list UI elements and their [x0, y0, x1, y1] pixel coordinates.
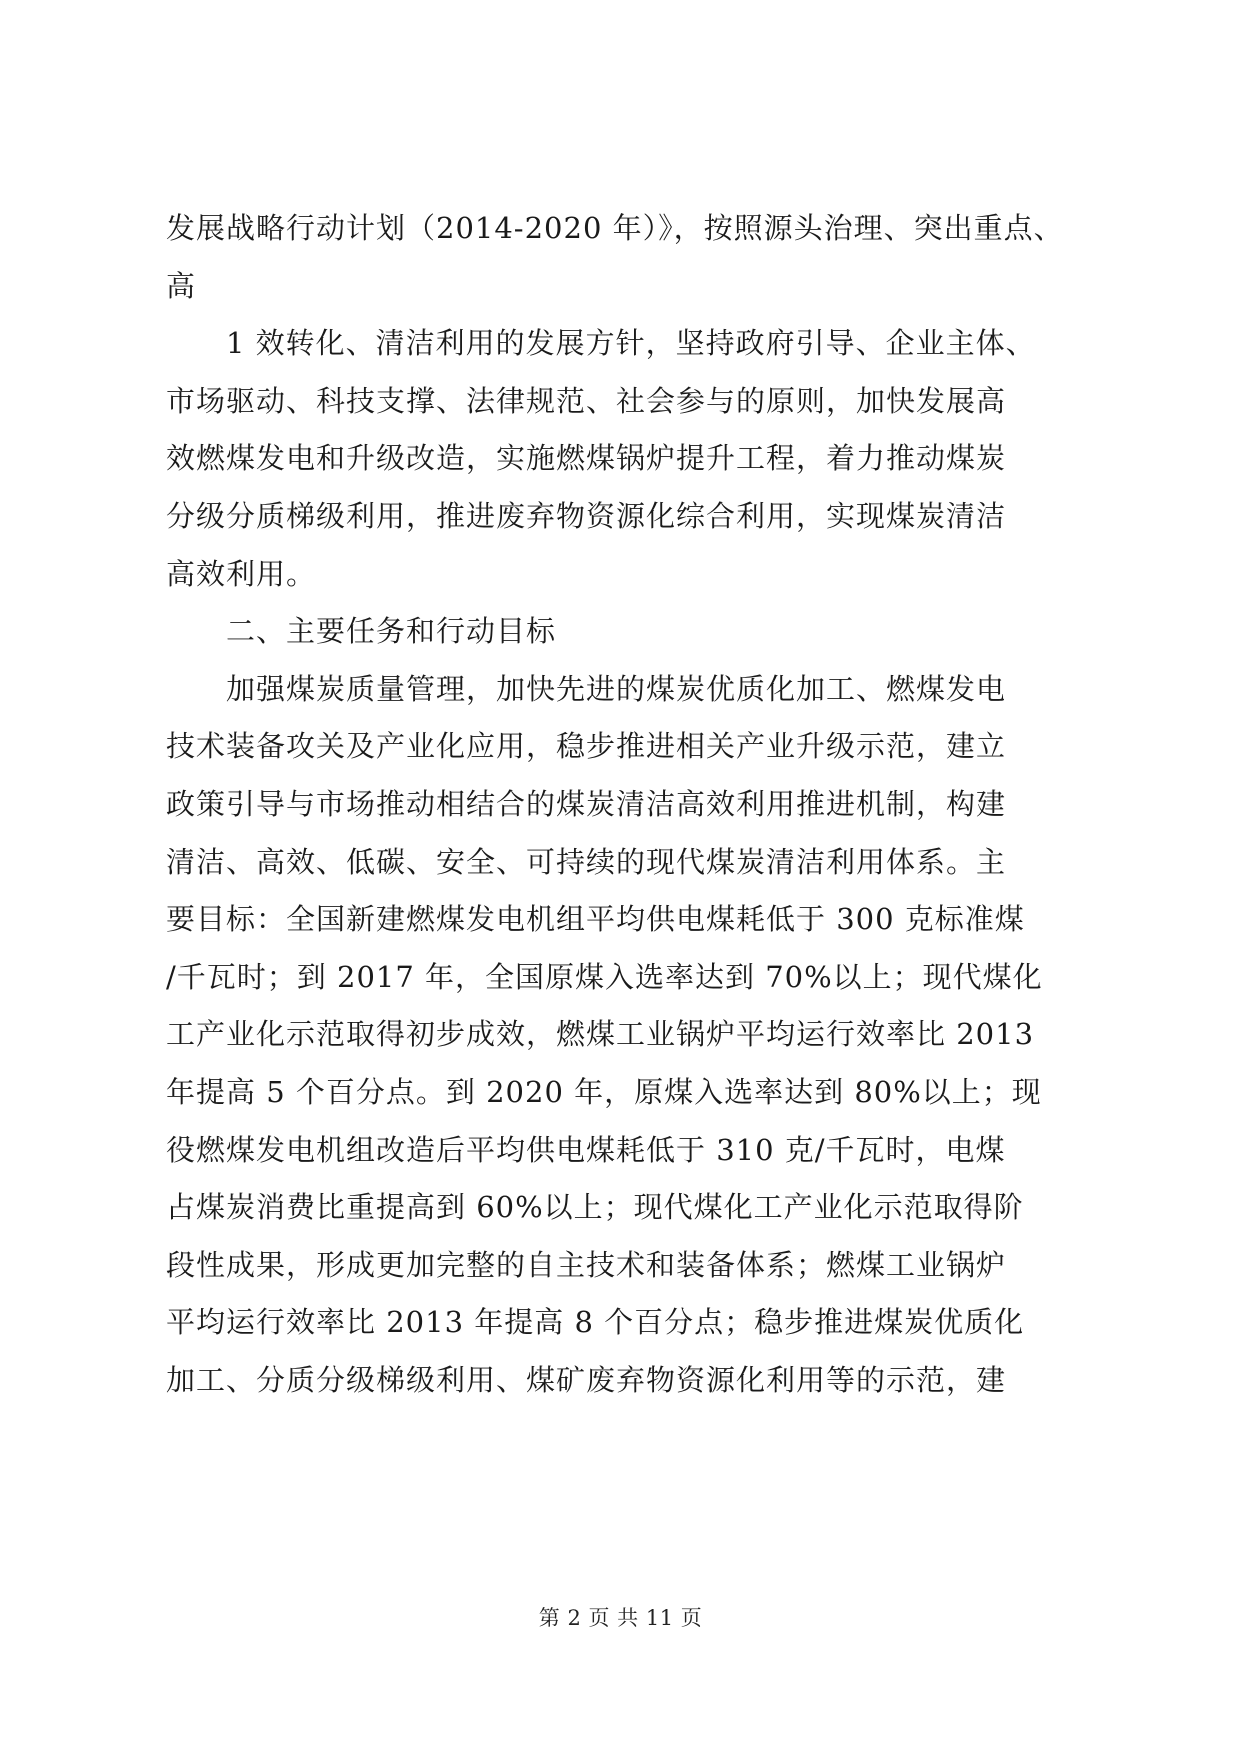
text-line: 加工、分质分级梯级利用、煤矿废弃物资源化利用等的示范，建: [166, 1362, 1007, 1397]
page-footer: 第 2 页 共 11 页: [538, 1606, 703, 1630]
text-line: 要目标：全国新建燃煤发电机组平均供电煤耗低于 300 克标准煤: [166, 902, 1025, 937]
text-line: 高效利用。: [166, 556, 317, 591]
text-line: 占煤炭消费比重提高到 60%以上；现代煤化工产业化示范取得阶: [166, 1190, 1024, 1225]
text-line: 技术装备攻关及产业化应用，稳步推进相关产业升级示范，建立: [166, 729, 1007, 764]
text-line: 效燃煤发电和升级改造，实施燃煤锅炉提升工程，着力推动煤炭: [166, 441, 1007, 476]
text-line: 加强煤炭质量管理，加快先进的煤炭优质化加工、燃煤发电: [226, 671, 1007, 706]
text-line: 分级分质梯级利用，推进废弃物资源化综合利用，实现煤炭清洁: [166, 498, 1007, 533]
text-line: 工产业化示范取得初步成效，燃煤工业锅炉平均运行效率比 2013: [166, 1017, 1035, 1052]
body-text: [166, 200, 1081, 1409]
text-line: /千瓦时；到 2017 年，全国原煤入选率达到 70%以上；现代煤化: [166, 959, 1043, 994]
text-line: 平均运行效率比 2013 年提高 8 个百分点；稳步推进煤炭优质化: [166, 1305, 1025, 1340]
text-line: 清洁、高效、低碳、安全、可持续的现代煤炭清洁利用体系。主: [166, 844, 1007, 879]
text-line: 发展战略行动计划（2014-2020 年）》，按照源头治理、突出重点、: [166, 211, 1064, 245]
text-line: 役燃煤发电机组改造后平均供电煤耗低于 310 克/千瓦时，电煤: [166, 1132, 1006, 1167]
text-line: 段性成果，形成更加完整的自主技术和装备体系；燃煤工业锅炉: [166, 1247, 1007, 1282]
text-line: 市场驱动、科技支撑、法律规范、社会参与的原则，加快发展高: [166, 383, 1007, 418]
section-heading: 二、主要任务和行动目标: [226, 614, 557, 649]
text-line: 1 效转化、清洁利用的发展方针，坚持政府引导、企业主体、: [226, 326, 1036, 361]
text-line: 年提高 5 个百分点。到 2020 年，原煤入选率达到 80%以上；现: [166, 1074, 1042, 1109]
text-line: 高: [166, 268, 197, 303]
text-line: 政策引导与市场推动相结合的煤炭清洁高效利用推进机制，构建: [166, 786, 1007, 821]
